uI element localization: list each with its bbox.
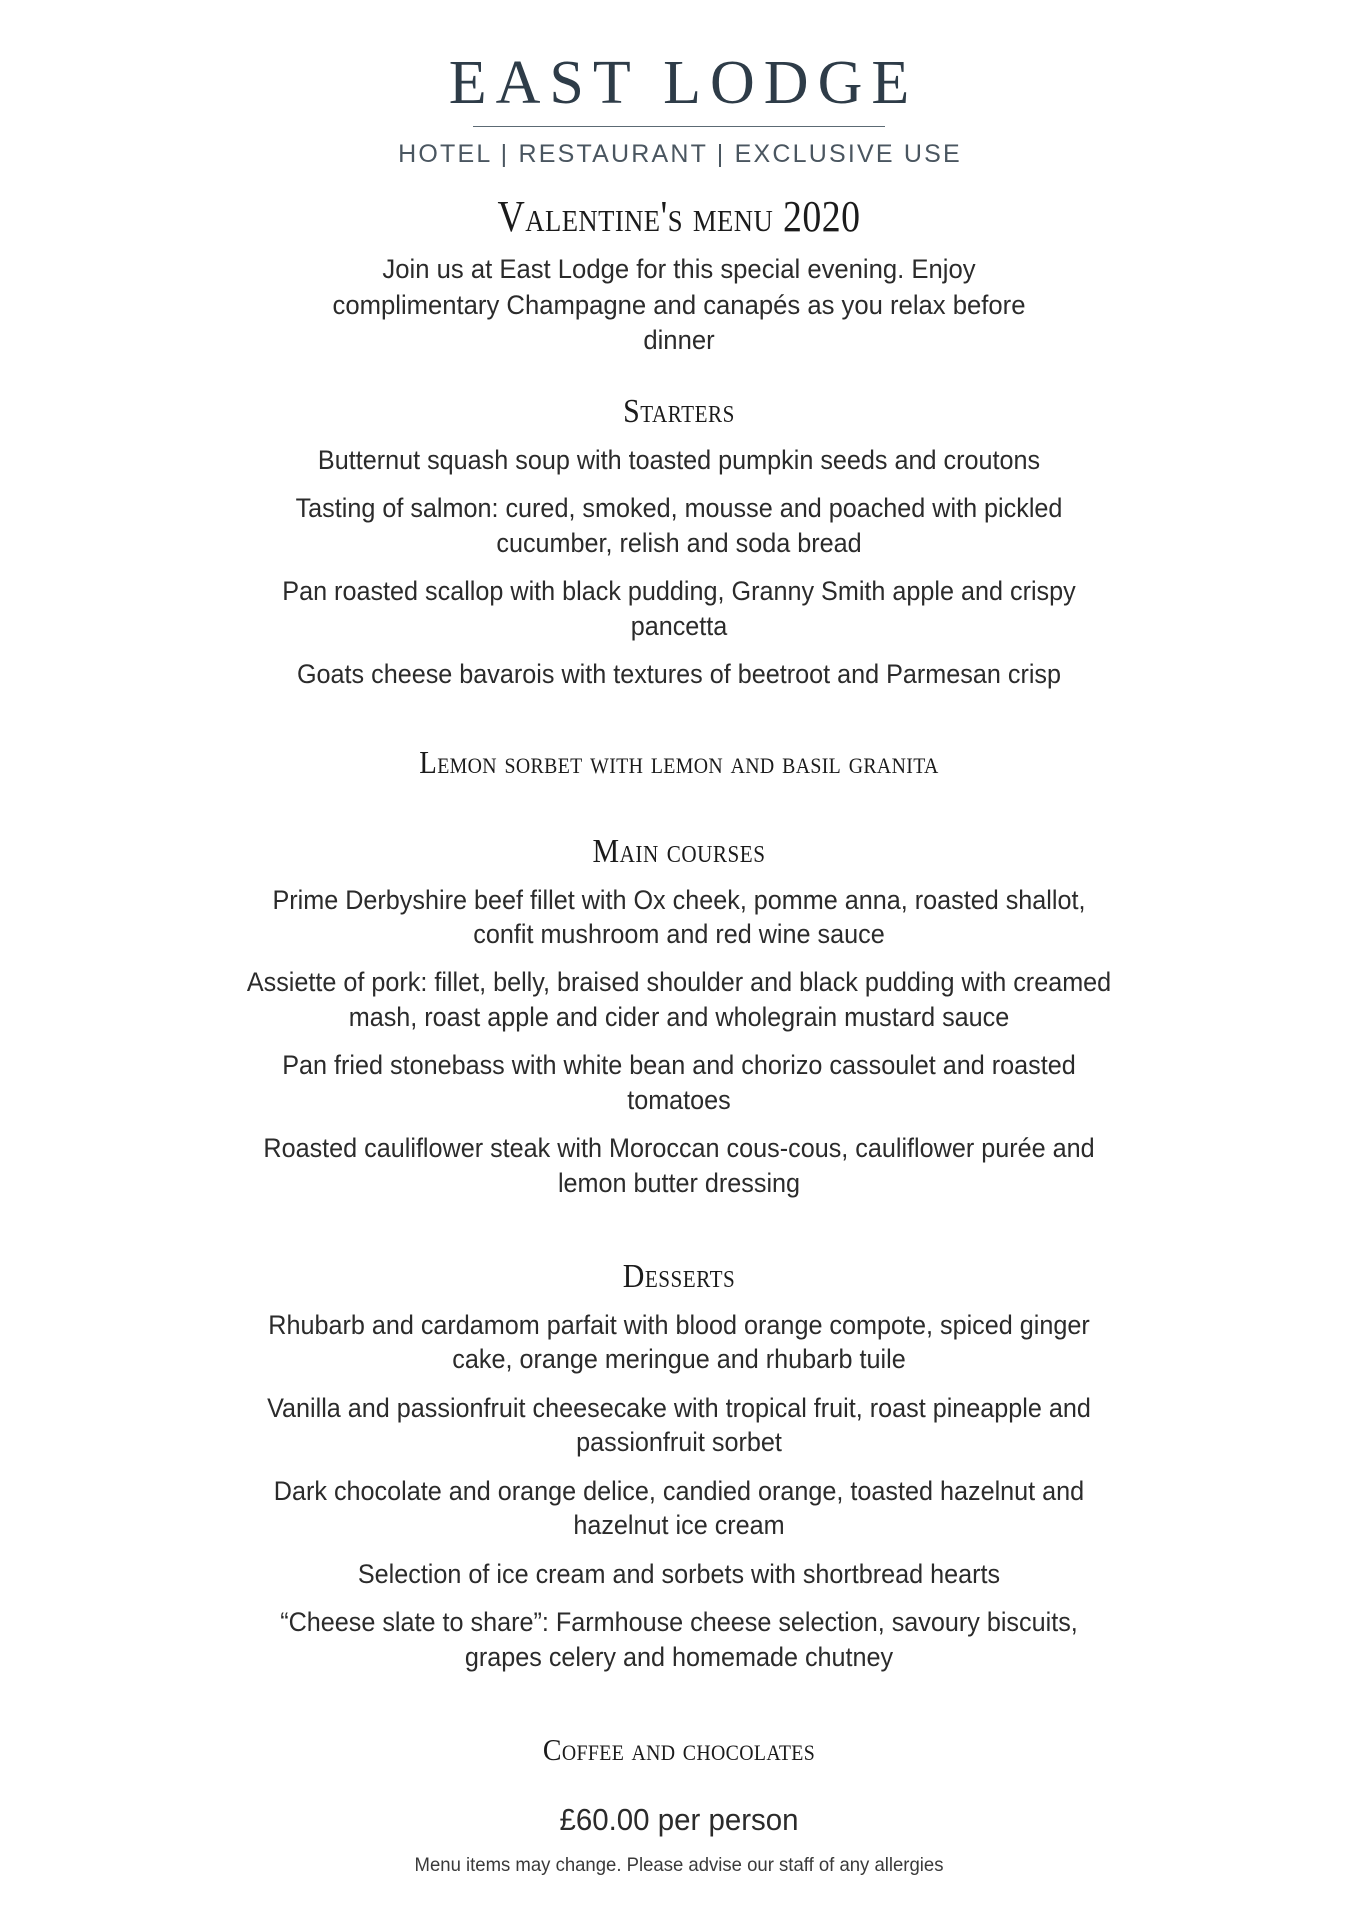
dish-item: Dark chocolate and orange delice, candied orange, toasted hazelnut and hazelnut ice cream xyxy=(273,1475,1085,1541)
brand-divider xyxy=(473,126,885,127)
dish-item: Selection of ice cream and sorbets with shortbread hearts xyxy=(357,1558,1001,1589)
brand-header xyxy=(0,0,1358,169)
page-title: Valentine's menu 2020 xyxy=(497,192,861,241)
dish-item: “Cheese slate to share”: Farmhouse cheese selection, savoury biscuits, grapes celery and homemade chutney xyxy=(280,1607,1078,1672)
dish-item: Vanilla and passionfruit cheesecake with tropical fruit, roast pineapple and passionfruit sorbet xyxy=(267,1392,1091,1458)
allergy-disclaimer: Menu items may change. Please advise our staff of any allergies xyxy=(414,1853,944,1876)
dish-item: Rhubarb and cardamom parfait with blood orange compote, spiced ginger cake, orange meringue and rhubarb tuile xyxy=(268,1310,1090,1375)
section-main-courses xyxy=(0,833,1358,1201)
price-per-person: £60.00 per person xyxy=(559,1801,799,1837)
brand-logo-text: EAST LODGE xyxy=(448,49,919,117)
dish-item: Assiette of pork: fillet, belly, braised shoulder and black pudding with creamed mash, roast apple and cider and wholegrain mustard sauce xyxy=(246,967,1112,1032)
dish-item: Pan roasted scallop with black pudding, Granny Smith apple and crispy pancetta xyxy=(282,576,1076,641)
menu-intro-text: Join us at East Lodge for this special evening. Enjoy complimentary Champagne and canapés as you relax before dinner xyxy=(332,254,1026,356)
section-heading-main-courses: Main courses xyxy=(592,832,766,870)
section-heading-desserts: Desserts xyxy=(622,1258,736,1295)
section-desserts xyxy=(0,1258,1358,1674)
section-starters xyxy=(0,393,1358,692)
intermezzo-course: Lemon sorbet with lemon and basil granita xyxy=(419,743,939,780)
dish-item: Butternut squash soup with toasted pumpkin seeds and croutons xyxy=(317,444,1041,475)
dish-item: Tasting of salmon: cured, smoked, mousse and poached with pickled cucumber, relish and soda bread xyxy=(295,493,1063,558)
coffee-and-chocolates-line: Coffee and chocolates xyxy=(542,1731,816,1767)
dish-item: Prime Derbyshire beef fillet with Ox cheek, pomme anna, roasted shallot, confit mushroom and red wine sauce xyxy=(272,884,1086,949)
dish-item: Goats cheese bavarois with textures of beetroot and Parmesan crisp xyxy=(296,659,1062,690)
dish-item: Roasted cauliflower steak with Moroccan cous-cous, cauliflower purée and lemon butter dressing xyxy=(263,1133,1095,1198)
brand-tagline: HOTEL | RESTAURANT | EXCLUSIVE USE xyxy=(398,140,962,168)
section-heading-starters: Starters xyxy=(623,392,735,430)
dish-item: Pan fried stonebass with white bean and chorizo cassoulet and roasted tomatoes xyxy=(282,1050,1076,1115)
